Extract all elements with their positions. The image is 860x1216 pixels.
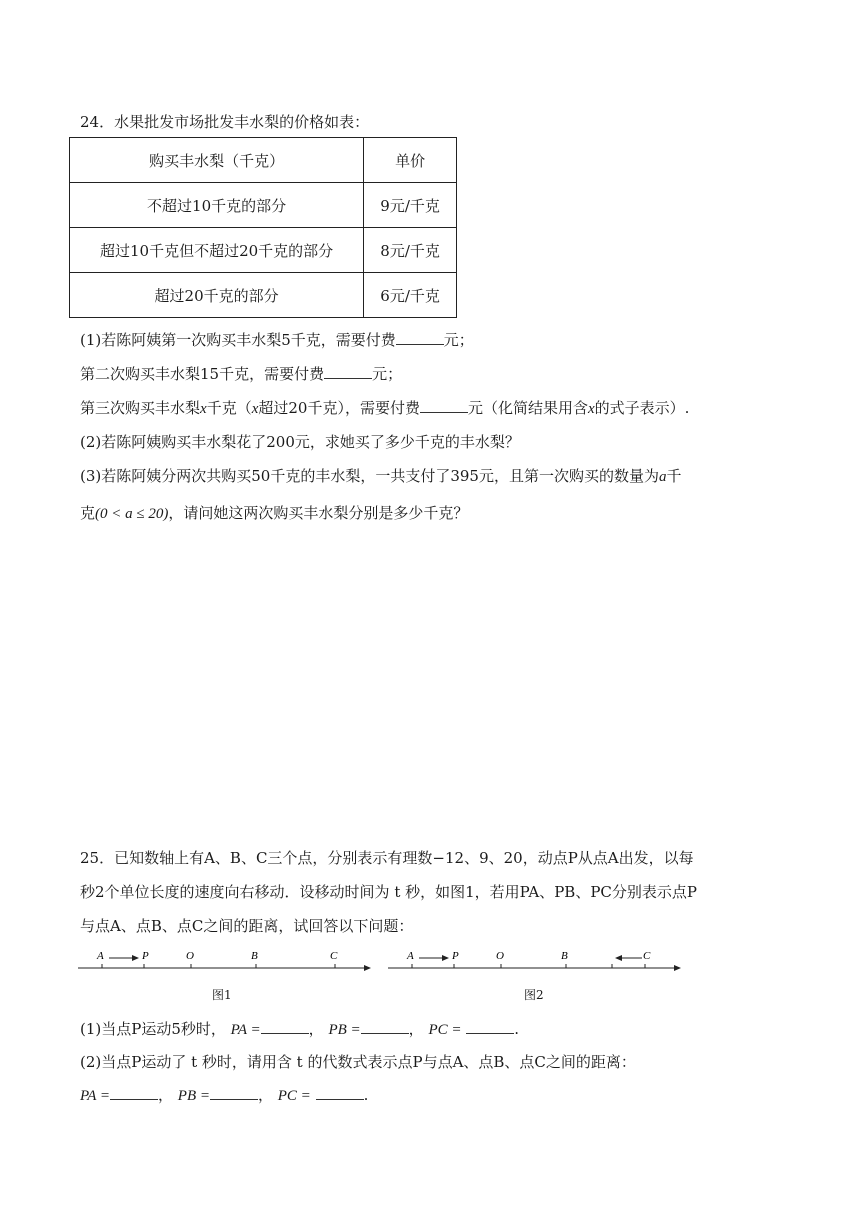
label-pb: PB = bbox=[328, 1022, 361, 1038]
q24-part1c bbox=[80, 398, 689, 419]
table-cell: 8元/千克 bbox=[364, 228, 457, 273]
label-pb: PB = bbox=[177, 1088, 210, 1104]
q24-part1c-text: 千克（ bbox=[206, 399, 252, 417]
table-row bbox=[70, 183, 457, 228]
q24-part1b-text: 第二次购买丰水梨15千克，需要付费 bbox=[80, 365, 325, 383]
q25-part2: (2)当点P运动了 t 秒时，请用含 t 的代数式表示点P与点A、点B、点C之间的距离： bbox=[80, 1053, 636, 1071]
motion-arrow-head bbox=[442, 955, 449, 961]
q25-line3: 与点A、点B、点C之间的距离，试回答以下问题： bbox=[80, 917, 414, 935]
number-line-figure-2 bbox=[386, 944, 686, 984]
label-pc: PC = bbox=[428, 1022, 462, 1038]
label-C: C bbox=[643, 950, 651, 962]
label-C: C bbox=[330, 950, 338, 962]
q24-part3-text: ，请问她这两次购买丰水梨分别是多少千克？ bbox=[168, 504, 469, 522]
label-P: P bbox=[452, 950, 459, 962]
q24-part3-line1 bbox=[80, 466, 681, 487]
var-x: x bbox=[587, 401, 595, 417]
condition: (0 < a ≤ 20) bbox=[95, 506, 169, 522]
q24-part1c-text: 超过20千克），需要付费 bbox=[258, 399, 420, 417]
label-B: B bbox=[251, 950, 258, 962]
answer-blank[interactable] bbox=[316, 1085, 364, 1100]
label-O: O bbox=[186, 950, 194, 962]
label-O: O bbox=[496, 950, 504, 962]
q25-part1-text: (1)当点P运动5秒时， bbox=[80, 1020, 226, 1038]
q24-part1a-unit: 元； bbox=[443, 331, 474, 349]
motion-arrow-head-left bbox=[615, 955, 622, 961]
number-line-figure-1 bbox=[76, 944, 376, 984]
q24-part1c-text: 的式子表示）. bbox=[594, 399, 690, 417]
var-x: x bbox=[251, 401, 259, 417]
q24-part3-text: (3)若陈阿姨分两次共购买50千克的丰水梨，一共支付了395元，且第一次购买的数量为 bbox=[80, 467, 659, 485]
axis-arrow bbox=[364, 965, 371, 971]
q25-part1: (1)当点P运动5秒时， PA = ， PB = ， PC = . bbox=[80, 1020, 520, 1038]
q25-line2: 秒2个单位长度的速度向右移动．设移动时间为 t 秒，如图1，若用PA、PB、PC分别表示点P bbox=[80, 883, 697, 901]
table-row bbox=[70, 228, 457, 273]
q25-part2-answers: PA = ， PB = ， PC = . bbox=[80, 1086, 369, 1104]
q24-part1b-unit: 元； bbox=[372, 365, 403, 383]
q24-title: 24．水果批发市场批发丰水梨的价格如表： bbox=[80, 113, 370, 131]
table-cell: 9元/千克 bbox=[364, 183, 457, 228]
label-pc: PC = bbox=[277, 1088, 311, 1104]
label-A: A bbox=[97, 950, 104, 962]
q24-part2: (2)若陈阿姨购买丰水梨花了200元，求她买了多少千克的丰水梨？ bbox=[80, 433, 520, 451]
table-cell: 超过10千克但不超过20千克的部分 bbox=[70, 228, 364, 273]
motion-arrow-head bbox=[132, 955, 139, 961]
answer-blank[interactable] bbox=[396, 330, 444, 345]
answer-blank[interactable] bbox=[210, 1085, 258, 1100]
answer-blank[interactable] bbox=[361, 1019, 409, 1034]
table-cell: 超过20千克的部分 bbox=[70, 273, 364, 318]
q24-part1c-text: 元（化简结果用含 bbox=[467, 399, 588, 417]
q24-part3-text: 千 bbox=[666, 467, 682, 485]
answer-blank[interactable] bbox=[261, 1019, 309, 1034]
q25-line1: 25．已知数轴上有A、B、C三个点，分别表示有理数−12、9、20，动点P从点A出发，以每 bbox=[80, 849, 694, 867]
label-pa: PA = bbox=[230, 1022, 261, 1038]
answer-blank[interactable] bbox=[420, 398, 468, 413]
table-header-row bbox=[70, 138, 457, 183]
table-cell: 6元/千克 bbox=[364, 273, 457, 318]
figure-1-caption: 图1 bbox=[212, 988, 232, 1002]
price-table bbox=[69, 137, 457, 318]
table-header-cell: 购买丰水梨（千克） bbox=[70, 138, 364, 183]
q24-part1a-text: (1)若陈阿姨第一次购买丰水梨5千克，需要付费 bbox=[80, 331, 396, 349]
var-x: x bbox=[200, 401, 207, 417]
answer-blank[interactable] bbox=[466, 1019, 514, 1034]
q24-part3-text: 克 bbox=[80, 504, 96, 522]
answer-blank[interactable] bbox=[110, 1085, 158, 1100]
table-row bbox=[70, 273, 457, 318]
label-B: B bbox=[561, 950, 568, 962]
table-cell: 不超过10千克的部分 bbox=[70, 183, 364, 228]
q24-part1b bbox=[80, 364, 402, 384]
label-A: A bbox=[407, 950, 414, 962]
q24-part1a bbox=[80, 330, 474, 350]
q24-part1c-text: 第三次购买丰水梨 bbox=[80, 399, 201, 417]
q24-part3-line2 bbox=[80, 503, 468, 524]
figure-2-caption: 图2 bbox=[524, 988, 544, 1002]
axis-arrow bbox=[674, 965, 681, 971]
var-a: a bbox=[658, 469, 667, 485]
label-pa: PA = bbox=[80, 1088, 110, 1104]
table-header-cell: 单价 bbox=[364, 138, 457, 183]
label-P: P bbox=[142, 950, 149, 962]
answer-blank[interactable] bbox=[324, 364, 372, 379]
